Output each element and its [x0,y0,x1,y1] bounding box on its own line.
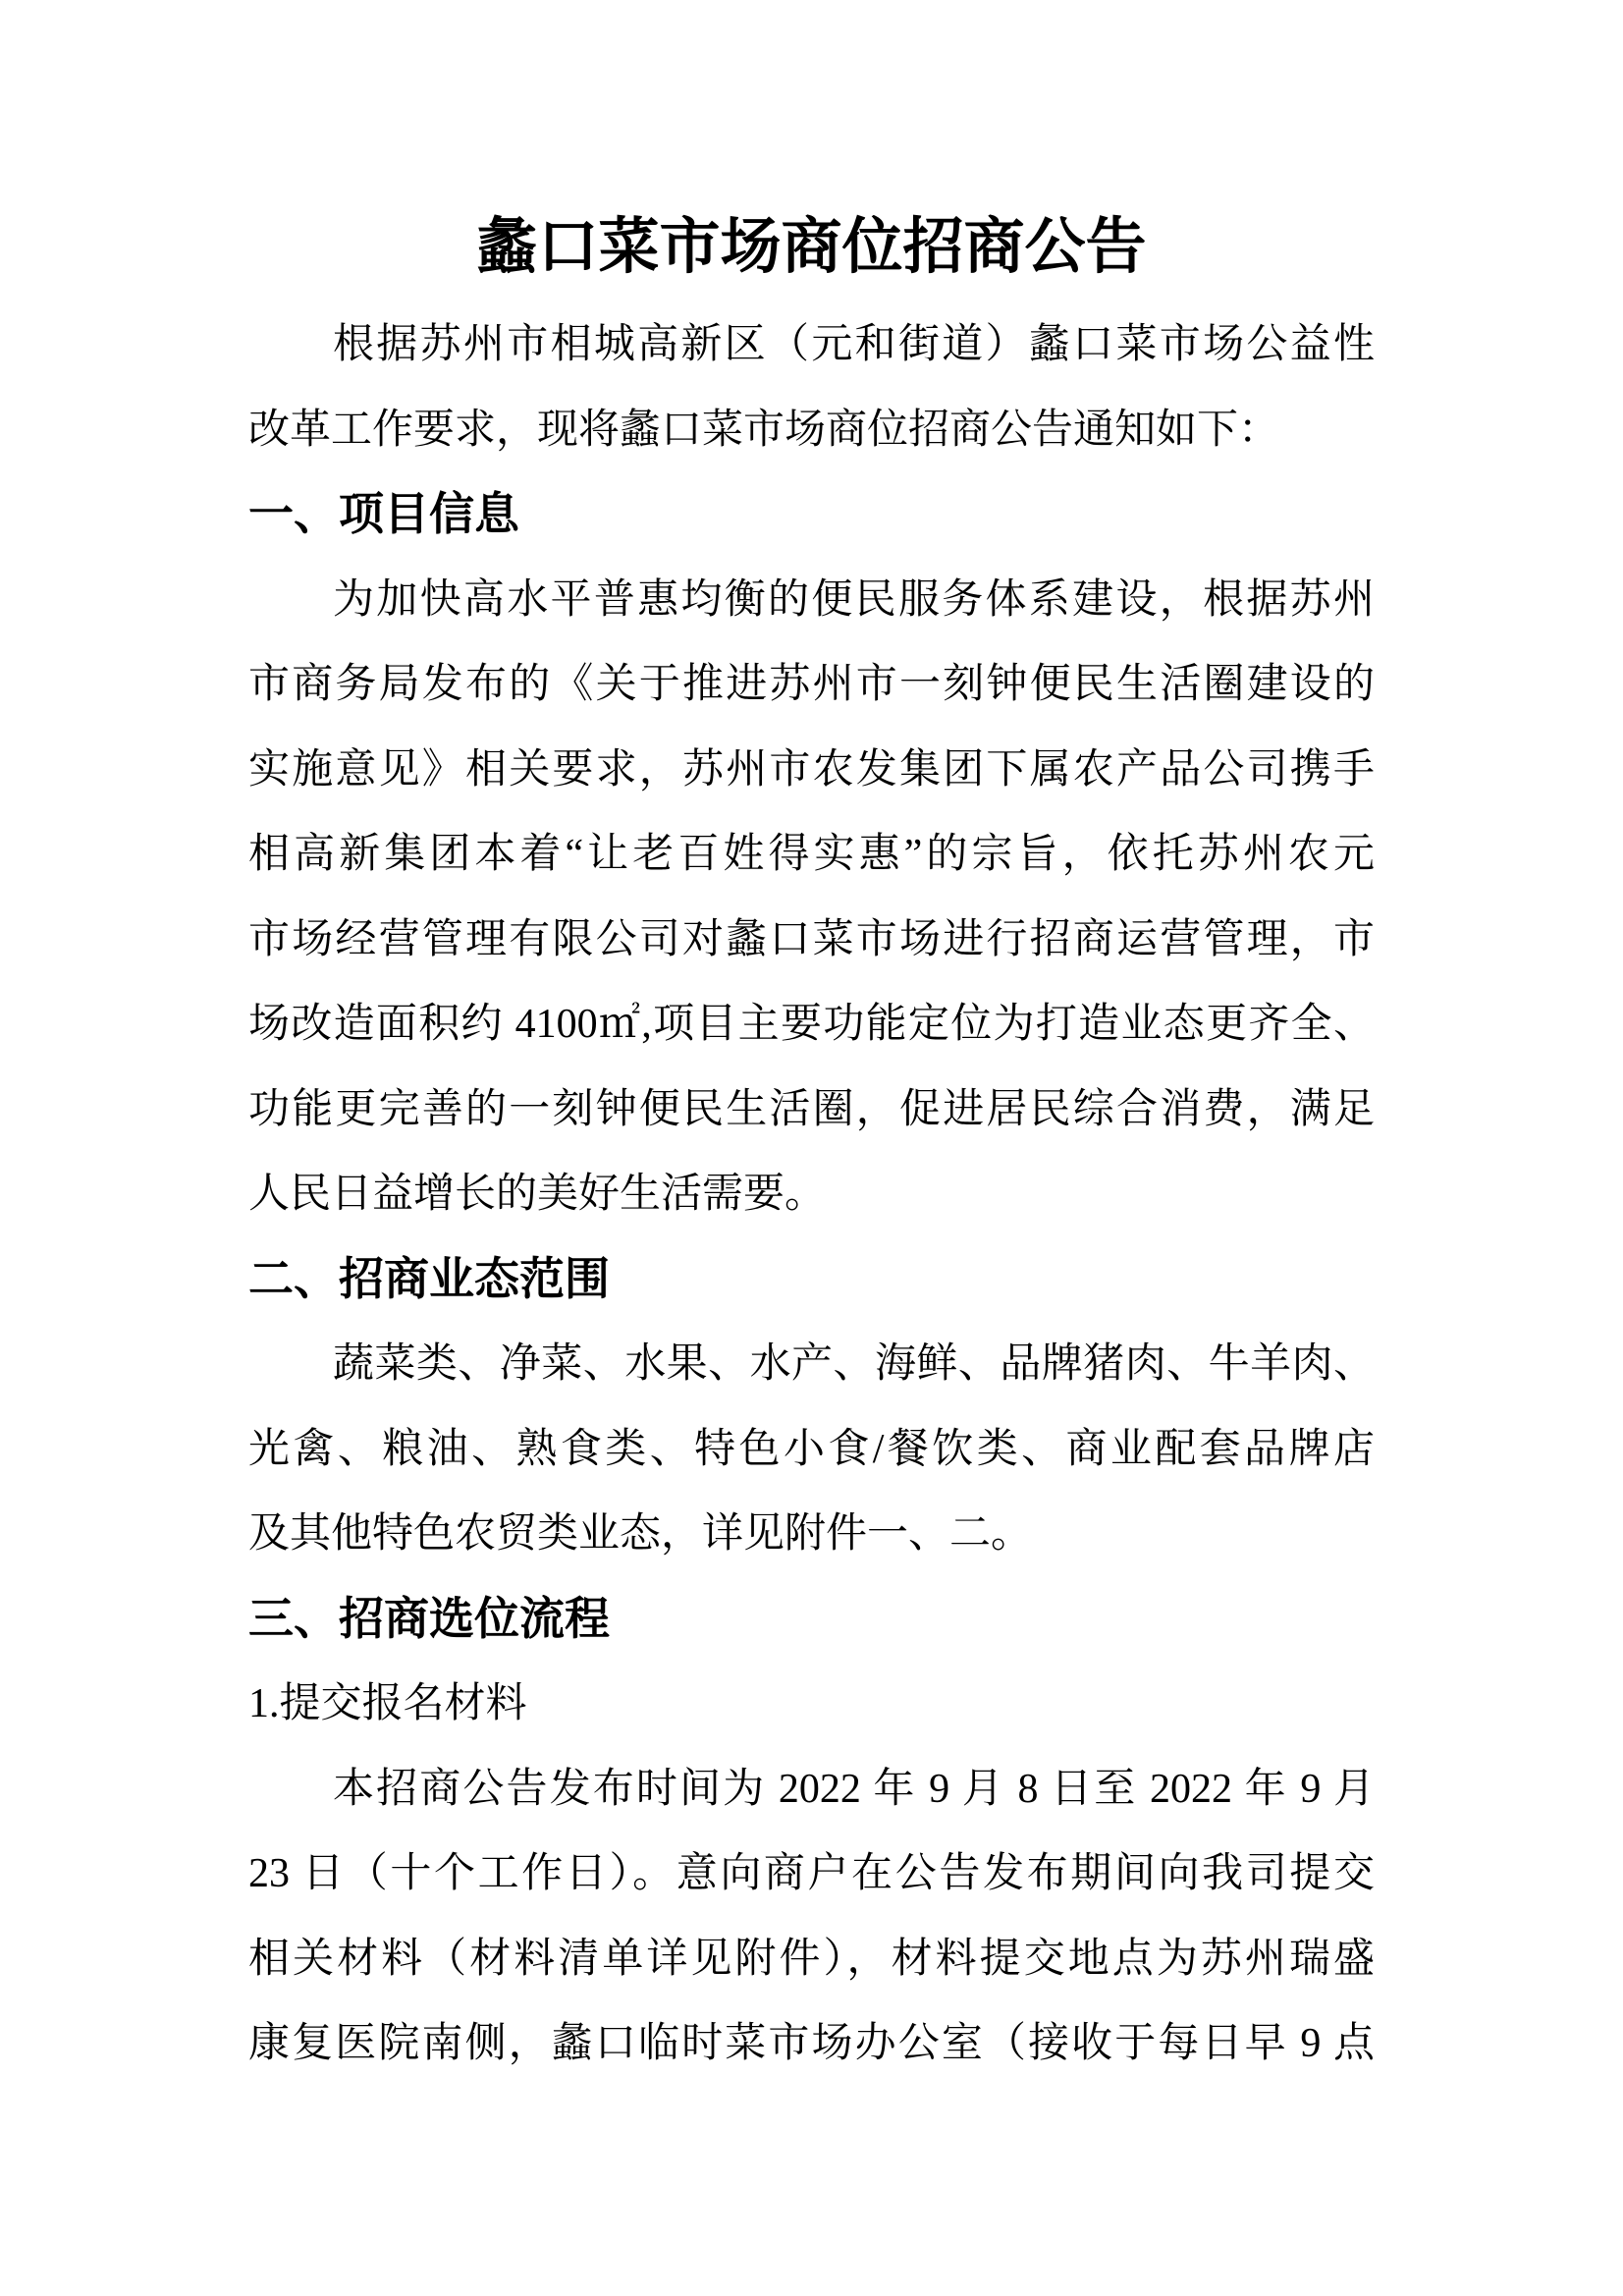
document-line: 市商务局发布的《关于推进苏州市一刻钟便民生活圈建设的 [248,662,1375,707]
document-line: 23 日（十个工作日）。意向商户在公告发布期间向我司提交 [248,1851,1375,1896]
document-line: 光禽、粮油、熟食类、特色小食/餐饮类、商业配套品牌店 [248,1426,1375,1472]
document-body [248,302,1375,2087]
document-line: 相高新集团本着“让老百姓得实惠”的宗旨，依托苏州农元 [248,832,1375,877]
section-heading-2 [248,1237,1375,1323]
document-line: 康复医院南侧，蠡口临时菜市场办公室（接收于每日早 9 点 [248,2021,1375,2066]
document-line: 场改造面积约 4100㎡,项目主要功能定位为打造业态更齐全、 [248,1002,1375,1047]
document-line: 相关材料（材料清单详见附件），材料提交地点为苏州瑞盛 [248,1936,1375,1982]
document-line: 蔬菜类、净菜、水果、水产、海鲜、品牌猪肉、牛羊肉、 [333,1341,1375,1387]
document-line: 三、招商选位流程 [248,1593,610,1644]
document-line: 改革工作要求，现将蠡口菜市场商位招商公告通知如下： [248,407,1280,453]
document-line: 及其他特色农贸类业态，详见附件一、二。 [248,1511,1033,1557]
step-1-paragraph [248,1747,1375,2087]
document-line: 根据苏州市相城高新区（元和街道）蠡口菜市场公益性 [333,322,1375,367]
document-line: 人民日益增长的美好生活需要。 [248,1172,827,1217]
document-line: 一、项目信息 [248,489,519,539]
document-line: 市场经营管理有限公司对蠡口菜市场进行招商运营管理，市 [248,916,1375,962]
document-line: 功能更完善的一刻钟便民生活圈，促进居民综合消费，满足 [248,1086,1375,1132]
document-line: 实施意见》相关要求，苏州市农发集团下属农产品公司携手 [248,746,1375,793]
step-1-label [248,1662,1375,1747]
document-line: 1.提交报名材料 [248,1681,527,1726]
document-line: 本招商公告发布时间为 2022 年 9 月 8 日至 2022 年 9 月 [333,1766,1375,1812]
section-heading-1 [248,472,1375,558]
intro-paragraph [248,302,1375,472]
section-2-paragraph [248,1322,1375,1577]
document-line: 为加快高水平普惠均衡的便民服务体系建设，根据苏州 [333,576,1375,623]
section-heading-3 [248,1577,1375,1663]
document-title: 蠡口菜市场商位招商公告 [476,214,1147,281]
document-line: 二、招商业态范围 [248,1253,610,1304]
section-1-paragraph [248,558,1375,1237]
